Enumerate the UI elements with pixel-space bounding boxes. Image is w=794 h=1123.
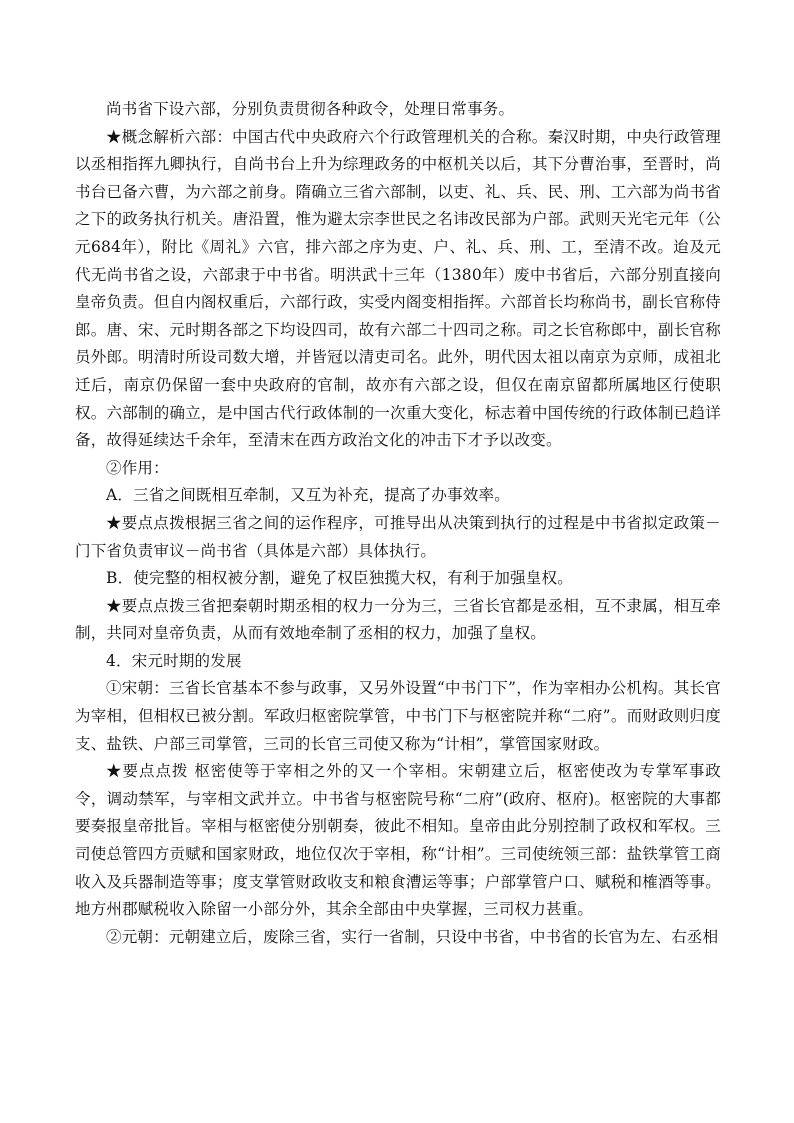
section-heading-song-yuan: 4．宋元时期的发展 [106, 651, 242, 670]
paragraph-key-point-song: ★要点点拨 枢密使等于宰相之外的又一个宰相。宋朝建立后，枢密使改为专掌军事政令，调动禁军，与宰相文武并立。中书省与枢密院号称“二府”(政府、枢府)。枢密院的大事都要奏报皇帝批旨。宰相与枢密使分别朝奏，彼此不相知。皇帝由此分别控制了政权和军权。三司使总管四方贡赋和国家财政，地位仅次于宰相，称“计相”。三司使统领三部：盐铁掌管工商收入及兵器制造等事；度支掌管财政收支和粮食漕运等事；户部掌管户口、赋税和榷酒等事。地方州郡赋税收入除留一小部分外，其余全部由中央掌握，三司权力甚重。 [75, 762, 721, 919]
paragraph-function-a: A．三省之间既相互牵制，又互为补充，提高了办事效率。 [106, 486, 510, 505]
paragraph-function-heading: ②作用： [106, 458, 169, 477]
paragraph-key-point-a: ★要点点拨根据三省之间的运作程序，可推导出从决策到执行的过程是中书省拟定政策－门下省负责审议－尚书省（具体是六部）具体执行。 [75, 513, 721, 560]
paragraph-six-ministries-intro: 尚书省下设六部，分别负责贯彻各种政令，处理日常事务。 [106, 100, 515, 118]
paragraph-yuan-dynasty: ②元朝：元朝建立后，废除三省，实行一省制，只设中书省，中书省的长官为左、右丞相 [106, 927, 719, 946]
paragraph-function-b: B．使完整的相权被分割，避免了权臣独揽大权，有利于加强皇权。 [106, 569, 573, 588]
paragraph-concept-six-ministries: ★概念解析六部：中国古代中央政府六个行政管理机关的合称。秦汉时期，中央行政管理以丞相指挥九卿执行，自尚书台上升为综理政务的中枢机关以后，其下分曹治事，至晋时，尚书台已备六曹，为六部之前身。隋确立三省六部制，以吏、礼、兵、民、刑、工六部为尚书省之下的政务执行机关。唐沿置，惟为避太宗李世民之名讳改民部为户部。武则天光宅元年（公元684年），附比《周礼》六官，排六部之序为吏、户、礼、兵、刑、工，至清不改。迨及元代无尚书省之设，六部隶于中书省。明洪武十三年（1380年）废中书省后，六部分别直接向皇帝负责。但自内阁权重后，六部行政，实受内阁变相指挥。六部首长均称尚书，副长官称侍郎。唐、宋、元时期各部之下均设四司，故有六部二十四司之称。司之长官称郎中，副长官称员外郎。明清时所设司数大增，并皆冠以清吏司名。此外，明代因太祖以南京为京师，成祖北迁后，南京仍保留一套中央政府的官制，故亦有六部之设，但仅在南京留都所属地区行使职权。六部制的确立，是中国古代行政体制的一次重大变化，标志着中国传统的行政体制已趋详备，故得延续达千余年，至清末在西方政治文化的冲击下才予以改变。 [75, 127, 721, 450]
paragraph-key-point-b: ★要点点拨三省把秦朝时期丞相的权力一分为三，三省长官都是丞相，互不隶属，相互牵制，共同对皇帝负责，从而有效地牵制了丞相的权力，加强了皇权。 [75, 596, 721, 643]
paragraph-song-dynasty: ①宋朝：三省长官基本不参与政事，又另外设置“中书门下”，作为宰相办公机构。其长官为宰相，但相权已被分割。军政归枢密院掌管，中书门下与枢密院并称“二府”。而财政则归度支、盐铁、户部三司掌管，三司的长官三司使又称为“计相”，掌管国家财政。 [75, 679, 721, 753]
document-page [75, 96, 721, 951]
